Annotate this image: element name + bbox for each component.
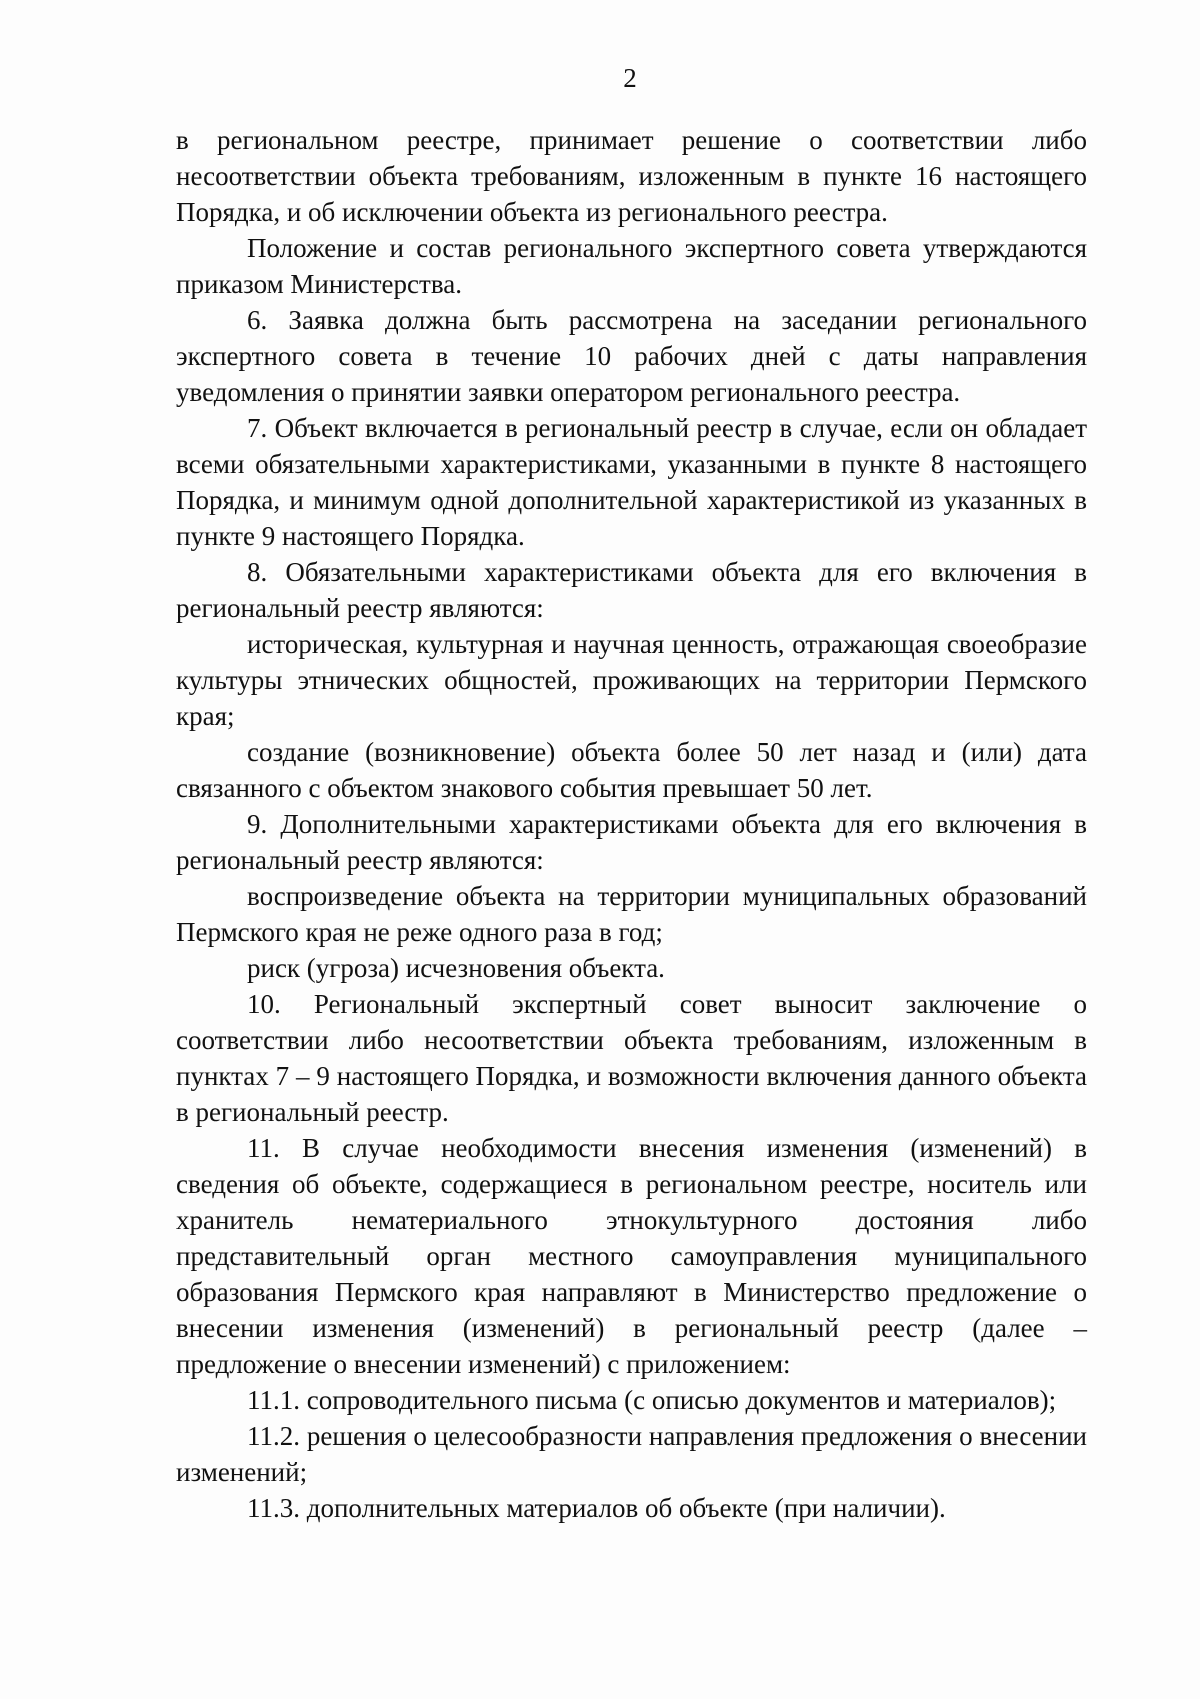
page-number: 2 <box>623 63 637 93</box>
paragraph-item-8-age: создание (возникновение) объекта более 50 лет назад и (или) дата связанного с объектом знакового события превышает 50 лет. <box>176 737 1087 803</box>
paragraph-item-8: 8. Обязательными характеристиками объекта для его включения в региональный реестр являются: <box>176 557 1087 623</box>
paragraph-council-composition: Положение и состав регионального экспертного совета утверждаются приказом Министерства. <box>176 233 1087 299</box>
paragraph-item-11-2: 11.2. решения о целесообразности направления предложения о внесении изменений; <box>176 1421 1087 1487</box>
paragraph-item-9-risk: риск (угроза) исчезновения объекта. <box>247 953 665 983</box>
paragraph-item-7: 7. Объект включается в региональный реестр в случае, если он обладает всеми обязательными характеристиками, указанными в пункте 8 настоящего Порядка, и минимум одной дополнительной характеристикой из указанных в пункте 9 настоящего Порядка. <box>176 413 1087 551</box>
document-body <box>176 122 1087 1526</box>
paragraph-item-8-value: историческая, культурная и научная ценность, отражающая своеобразие культуры этнических общностей, проживающих на территории Пермского края; <box>176 629 1087 731</box>
paragraph-item-6: 6. Заявка должна быть рассмотрена на заседании регионального экспертного совета в течение 10 рабочих дней с даты направления уведомления о принятии заявки оператором регионального реестра. <box>176 305 1087 407</box>
paragraph-item-11-1: 11.1. сопроводительного письма (с описью документов и материалов); <box>247 1385 1057 1415</box>
paragraph-item-11: 11. В случае необходимости внесения изменения (изменений) в сведения об объекте, содержащиеся в региональном реестре, носитель или хранитель нематериального этнокультурного достояния либо представительный орган местного самоуправления муниципального образования Пермского края направляют в Министерство предложение о внесении изменения (изменений) в региональный реестр (далее – предложение о внесении изменений) с приложением: <box>176 1133 1087 1379</box>
paragraph-item-9-reproduction: воспроизведение объекта на территории муниципальных образований Пермского края не реже одного раза в год; <box>176 881 1087 947</box>
paragraph-item-10: 10. Региональный экспертный совет выносит заключение о соответствии либо несоответствии объекта требованиям, изложенным в пунктах 7 – 9 настоящего Порядка, и возможности включения данного объекта в региональный реестр. <box>176 989 1087 1127</box>
paragraph-item-11-3: 11.3. дополнительных материалов об объекте (при наличии). <box>247 1493 946 1523</box>
paragraph-continuation: в региональном реестре, принимает решение о соответствии либо несоответствии объекта требованиям, изложенным в пункте 16 настоящего Порядка, и об исключении объекта из регионального реестра. <box>176 125 1087 227</box>
paragraph-item-9: 9. Дополнительными характеристиками объекта для его включения в региональный реестр являются: <box>176 809 1087 875</box>
